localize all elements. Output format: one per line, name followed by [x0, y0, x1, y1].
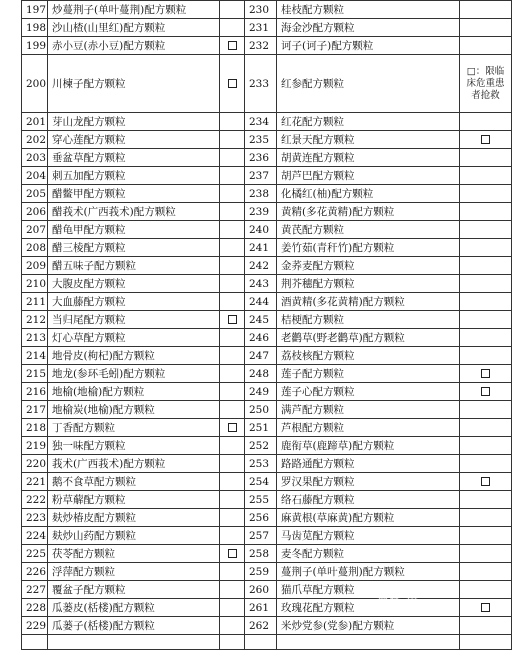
right-name-cell: 荔枝核配方颗粒: [277, 347, 460, 365]
left-index-cell: 204: [22, 167, 48, 185]
right-name-cell: 桂枝配方颗粒: [277, 1, 460, 19]
right-mark-cell: [460, 221, 512, 239]
right-index-cell: 236: [245, 149, 277, 167]
table-row: [22, 167, 512, 185]
right-name-cell: 黄芪配方颗粒: [277, 221, 460, 239]
left-name-cell: 刺五加配方颗粒: [48, 167, 220, 185]
right-name-cell: 芦根配方颗粒: [277, 419, 460, 437]
right-name-cell: 满芦配方颗粒: [277, 401, 460, 419]
right-index-cell: 251: [245, 419, 277, 437]
table-row: [22, 37, 512, 55]
right-index-cell: 248: [245, 365, 277, 383]
right-index-cell: [245, 635, 277, 650]
right-mark-cell: [460, 203, 512, 221]
table-row: [22, 491, 512, 509]
left-name-cell: 浮萍配方颗粒: [48, 563, 220, 581]
right-index-cell: 246: [245, 329, 277, 347]
left-name-cell: 川楝子配方颗粒: [48, 55, 220, 113]
right-name-cell: 蔓荆子(单叶蔓荆)配方颗粒: [277, 563, 460, 581]
left-index-cell: 198: [22, 19, 48, 37]
table-row: [22, 419, 512, 437]
right-name-cell: 黄精(多花黄精)配方颗粒: [277, 203, 460, 221]
left-index-cell: 211: [22, 293, 48, 311]
right-name-cell: 玫瑰花配方颗粒: [277, 599, 460, 617]
left-index-cell: 200: [22, 55, 48, 113]
right-mark-cell: [460, 329, 512, 347]
right-name-cell: 诃子(诃子)配方颗粒: [277, 37, 460, 55]
right-index-cell: 230: [245, 1, 277, 19]
left-mark-cell: [220, 563, 245, 581]
left-index-cell: 225: [22, 545, 48, 563]
restricted-box-icon: [228, 79, 237, 88]
left-mark-cell: [220, 401, 245, 419]
right-name-cell: 化橘红(柚)配方颗粒: [277, 185, 460, 203]
right-mark-cell: [460, 311, 512, 329]
table-row: [22, 275, 512, 293]
right-mark-cell: [460, 293, 512, 311]
table-row: [22, 401, 512, 419]
left-index-cell: 201: [22, 113, 48, 131]
right-mark-cell: [460, 437, 512, 455]
right-mark-cell: [460, 257, 512, 275]
watermark-text: 网络 国: [378, 596, 420, 607]
left-mark-cell: [220, 221, 245, 239]
left-index-cell: 210: [22, 275, 48, 293]
left-name-cell: 醋莪术(广西莪术)配方颗粒: [48, 203, 220, 221]
left-index-cell: 227: [22, 581, 48, 599]
right-mark-cell: [460, 365, 512, 383]
left-mark-cell: [220, 55, 245, 113]
right-mark-cell: [460, 491, 512, 509]
right-index-cell: 232: [245, 37, 277, 55]
left-mark-cell: [220, 347, 245, 365]
left-name-cell: 炒蔓荆子(单叶蔓荆)配方颗粒: [48, 1, 220, 19]
right-mark-cell: [460, 527, 512, 545]
right-index-cell: 231: [245, 19, 277, 37]
left-name-cell: 地骨皮(枸杞)配方颗粒: [48, 347, 220, 365]
left-index-cell: 224: [22, 527, 48, 545]
left-mark-cell: [220, 581, 245, 599]
note-cell: □：限临床危重患者抢救: [460, 55, 512, 113]
left-mark-cell: [220, 473, 245, 491]
left-mark-cell: [220, 617, 245, 635]
left-mark-cell: [220, 419, 245, 437]
right-mark-cell: [460, 185, 512, 203]
table-row: [22, 19, 512, 37]
right-mark-cell: [460, 401, 512, 419]
table-row: [22, 185, 512, 203]
left-mark-cell: [220, 329, 245, 347]
left-index-cell: 202: [22, 131, 48, 149]
right-index-cell: 256: [245, 509, 277, 527]
left-name-cell: 垂盆草配方颗粒: [48, 149, 220, 167]
left-mark-cell: [220, 527, 245, 545]
left-mark-cell: [220, 311, 245, 329]
left-name-cell: 醋鳖甲配方颗粒: [48, 185, 220, 203]
left-name-cell: 穿心莲配方颗粒: [48, 131, 220, 149]
left-name-cell: 瓜蒌皮(栝楼)配方颗粒: [48, 599, 220, 617]
table-row: [22, 635, 512, 650]
left-name-cell: 地榆(地榆)配方颗粒: [48, 383, 220, 401]
table-row: [22, 599, 512, 617]
left-index-cell: 208: [22, 239, 48, 257]
right-name-cell: 胡芦巴配方颗粒: [277, 167, 460, 185]
restricted-box-icon: [228, 423, 237, 432]
table-row: [22, 293, 512, 311]
right-name-cell: 猫爪草配方颗粒: [277, 581, 460, 599]
left-index-cell: 203: [22, 149, 48, 167]
right-index-cell: 240: [245, 221, 277, 239]
table-row: [22, 131, 512, 149]
right-name-cell: 鹿衔草(鹿蹄草)配方颗粒: [277, 437, 460, 455]
right-index-cell: 238: [245, 185, 277, 203]
table-row: [22, 455, 512, 473]
left-index-cell: 218: [22, 419, 48, 437]
right-index-cell: 255: [245, 491, 277, 509]
table-row: [22, 581, 512, 599]
left-index-cell: 221: [22, 473, 48, 491]
right-index-cell: 252: [245, 437, 277, 455]
table-row: [22, 527, 512, 545]
right-mark-cell: [460, 635, 512, 650]
right-index-cell: 260: [245, 581, 277, 599]
left-mark-cell: [220, 293, 245, 311]
left-mark-cell: [220, 635, 245, 650]
table-row: [22, 239, 512, 257]
left-mark-cell: [220, 365, 245, 383]
table-row: [22, 311, 512, 329]
right-name-cell: 麻黄根(草麻黄)配方颗粒: [277, 509, 460, 527]
left-name-cell: 丁香配方颗粒: [48, 419, 220, 437]
right-name-cell: 老鹳草(野老鹳草)配方颗粒: [277, 329, 460, 347]
right-mark-cell: [460, 239, 512, 257]
left-mark-cell: [220, 185, 245, 203]
left-mark-cell: [220, 203, 245, 221]
right-index-cell: 249: [245, 383, 277, 401]
left-index-cell: 212: [22, 311, 48, 329]
right-mark-cell: [460, 347, 512, 365]
left-index-cell: 222: [22, 491, 48, 509]
table-row: [22, 563, 512, 581]
right-index-cell: 262: [245, 617, 277, 635]
left-name-cell: 灯心草配方颗粒: [48, 329, 220, 347]
table-row: [22, 55, 512, 113]
left-index-cell: 206: [22, 203, 48, 221]
right-name-cell: [277, 635, 460, 650]
left-index-cell: 219: [22, 437, 48, 455]
left-index-cell: 205: [22, 185, 48, 203]
left-name-cell: 芽山龙配方颗粒: [48, 113, 220, 131]
table-row: [22, 1, 512, 19]
left-name-cell: 醋三棱配方颗粒: [48, 239, 220, 257]
right-mark-cell: [460, 131, 512, 149]
right-name-cell: 络石藤配方颗粒: [277, 491, 460, 509]
left-name-cell: 沙山楂(山里红)配方颗粒: [48, 19, 220, 37]
left-name-cell: 大血藤配方颗粒: [48, 293, 220, 311]
table-row: [22, 473, 512, 491]
left-name-cell: 莪术(广西莪术)配方颗粒: [48, 455, 220, 473]
left-mark-cell: [220, 275, 245, 293]
right-name-cell: 罗汉果配方颗粒: [277, 473, 460, 491]
left-name-cell: 当归尾配方颗粒: [48, 311, 220, 329]
right-mark-cell: [460, 455, 512, 473]
left-index-cell: 214: [22, 347, 48, 365]
table-row: [22, 149, 512, 167]
left-index-cell: 199: [22, 37, 48, 55]
right-mark-cell: [460, 149, 512, 167]
left-name-cell: 醋五味子配方颗粒: [48, 257, 220, 275]
left-index-cell: 207: [22, 221, 48, 239]
right-name-cell: 姜竹茹(青秆竹)配方颗粒: [277, 239, 460, 257]
table-row: [22, 437, 512, 455]
left-mark-cell: [220, 455, 245, 473]
left-name-cell: 大腹皮配方颗粒: [48, 275, 220, 293]
right-name-cell: 米炒党参(党参)配方颗粒: [277, 617, 460, 635]
left-mark-cell: [220, 383, 245, 401]
right-mark-cell: [460, 581, 512, 599]
left-mark-cell: [220, 257, 245, 275]
right-name-cell: 路路通配方颗粒: [277, 455, 460, 473]
right-index-cell: 235: [245, 131, 277, 149]
right-mark-cell: [460, 545, 512, 563]
right-index-cell: 234: [245, 113, 277, 131]
left-name-cell: 地龙(参环毛蚓)配方颗粒: [48, 365, 220, 383]
left-index-cell: 209: [22, 257, 48, 275]
right-mark-cell: [460, 167, 512, 185]
restricted-box-icon: [228, 549, 237, 558]
formulary-table-sheet: [21, 0, 511, 650]
right-name-cell: 荆芥穗配方颗粒: [277, 275, 460, 293]
left-index-cell: [22, 635, 48, 650]
right-name-cell: 桔梗配方颗粒: [277, 311, 460, 329]
left-mark-cell: [220, 37, 245, 55]
left-name-cell: 覆盆子配方颗粒: [48, 581, 220, 599]
restricted-box-icon: [228, 315, 237, 324]
left-mark-cell: [220, 131, 245, 149]
right-index-cell: 233: [245, 55, 277, 113]
restricted-box-icon: [481, 477, 490, 486]
left-mark-cell: [220, 509, 245, 527]
table-row: [22, 221, 512, 239]
right-index-cell: 253: [245, 455, 277, 473]
table-row: [22, 509, 512, 527]
right-index-cell: 254: [245, 473, 277, 491]
table-row: [22, 617, 512, 635]
left-name-cell: 茯苓配方颗粒: [48, 545, 220, 563]
left-mark-cell: [220, 239, 245, 257]
right-mark-cell: [460, 113, 512, 131]
right-name-cell: 红参配方颗粒: [277, 55, 460, 113]
left-index-cell: 229: [22, 617, 48, 635]
restricted-box-icon: [481, 369, 490, 378]
left-name-cell: 鹅不食草配方颗粒: [48, 473, 220, 491]
restricted-box-icon: [481, 387, 490, 396]
restricted-box-icon: [228, 41, 237, 50]
table-row: [22, 365, 512, 383]
right-mark-cell: [460, 617, 512, 635]
right-mark-cell: [460, 275, 512, 293]
right-index-cell: 241: [245, 239, 277, 257]
right-name-cell: 金荞麦配方颗粒: [277, 257, 460, 275]
right-mark-cell: [460, 19, 512, 37]
left-index-cell: 226: [22, 563, 48, 581]
left-index-cell: 217: [22, 401, 48, 419]
right-name-cell: 酒黄精(多花黄精)配方颗粒: [277, 293, 460, 311]
right-index-cell: 244: [245, 293, 277, 311]
right-mark-cell: [460, 1, 512, 19]
left-name-cell: 粉草薢配方颗粒: [48, 491, 220, 509]
left-mark-cell: [220, 167, 245, 185]
table-row: [22, 203, 512, 221]
left-mark-cell: [220, 113, 245, 131]
left-mark-cell: [220, 545, 245, 563]
right-index-cell: 237: [245, 167, 277, 185]
left-name-cell: 麸炒山药配方颗粒: [48, 527, 220, 545]
right-mark-cell: [460, 419, 512, 437]
left-name-cell: 醋龟甲配方颗粒: [48, 221, 220, 239]
table-body: [22, 1, 512, 650]
right-mark-cell: [460, 509, 512, 527]
right-name-cell: 红花配方颗粒: [277, 113, 460, 131]
table-row: [22, 545, 512, 563]
left-index-cell: 216: [22, 383, 48, 401]
left-name-cell: [48, 635, 220, 650]
left-mark-cell: [220, 491, 245, 509]
right-index-cell: 259: [245, 563, 277, 581]
left-mark-cell: [220, 437, 245, 455]
table-row: [22, 329, 512, 347]
right-index-cell: 245: [245, 311, 277, 329]
left-name-cell: 瓜蒌子(栝楼)配方颗粒: [48, 617, 220, 635]
left-index-cell: 215: [22, 365, 48, 383]
right-name-cell: 马齿苋配方颗粒: [277, 527, 460, 545]
right-name-cell: 胡黄连配方颗粒: [277, 149, 460, 167]
left-index-cell: 197: [22, 1, 48, 19]
right-index-cell: 257: [245, 527, 277, 545]
right-name-cell: 红景天配方颗粒: [277, 131, 460, 149]
left-index-cell: 213: [22, 329, 48, 347]
table-row: [22, 113, 512, 131]
right-name-cell: 麦冬配方颗粒: [277, 545, 460, 563]
left-mark-cell: [220, 1, 245, 19]
right-index-cell: 247: [245, 347, 277, 365]
right-index-cell: 258: [245, 545, 277, 563]
table-row: [22, 257, 512, 275]
left-name-cell: 麸炒椿皮配方颗粒: [48, 509, 220, 527]
granule-formulary-table: [21, 0, 512, 650]
right-mark-cell: [460, 473, 512, 491]
left-index-cell: 223: [22, 509, 48, 527]
right-name-cell: 莲子配方颗粒: [277, 365, 460, 383]
right-index-cell: 243: [245, 275, 277, 293]
left-index-cell: 228: [22, 599, 48, 617]
left-name-cell: 独一味配方颗粒: [48, 437, 220, 455]
right-mark-cell: [460, 599, 512, 617]
restricted-box-icon: [481, 603, 490, 612]
left-mark-cell: [220, 149, 245, 167]
right-mark-cell: [460, 37, 512, 55]
right-index-cell: 242: [245, 257, 277, 275]
left-mark-cell: [220, 599, 245, 617]
right-mark-cell: [460, 383, 512, 401]
left-name-cell: 地榆炭(地榆)配方颗粒: [48, 401, 220, 419]
table-row: [22, 383, 512, 401]
table-row: [22, 347, 512, 365]
left-name-cell: 赤小豆(赤小豆)配方颗粒: [48, 37, 220, 55]
right-name-cell: 莲子心配方颗粒: [277, 383, 460, 401]
left-index-cell: 220: [22, 455, 48, 473]
right-index-cell: 261: [245, 599, 277, 617]
right-name-cell: 海金沙配方颗粒: [277, 19, 460, 37]
restricted-box-icon: [481, 135, 490, 144]
right-index-cell: 239: [245, 203, 277, 221]
right-index-cell: 250: [245, 401, 277, 419]
left-mark-cell: [220, 19, 245, 37]
right-mark-cell: [460, 563, 512, 581]
